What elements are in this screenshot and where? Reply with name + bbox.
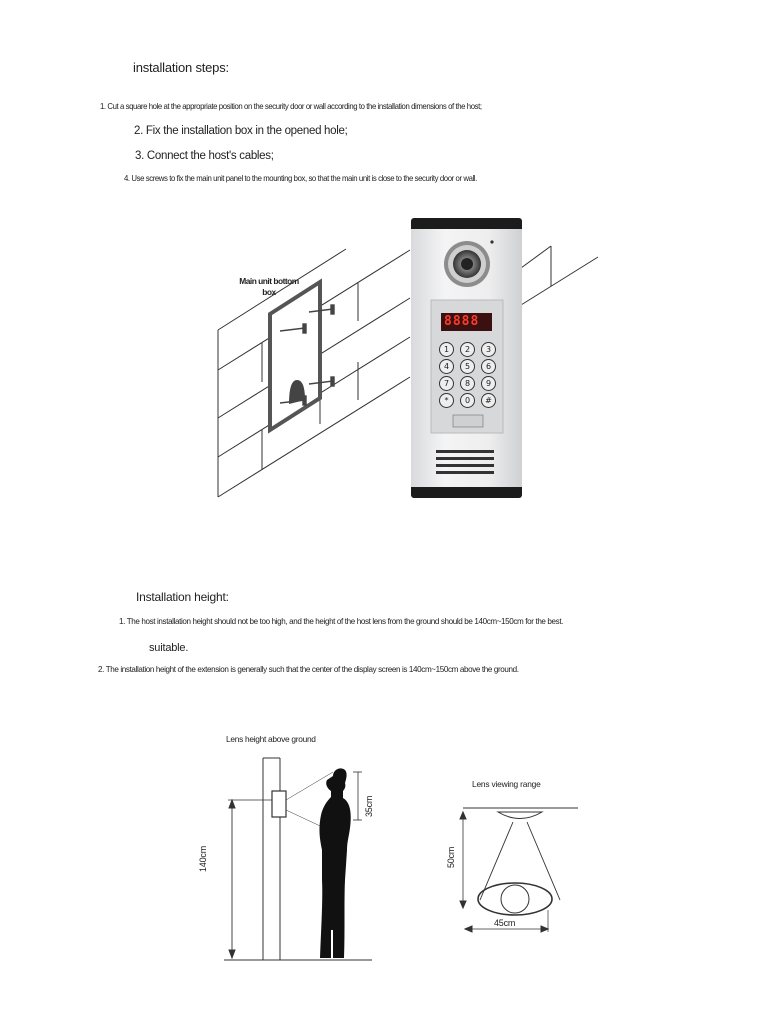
unit-keypad (439, 342, 495, 408)
range-diagram (460, 808, 578, 932)
unit-display: 8888 (444, 314, 480, 329)
keypad-key: # (481, 393, 496, 408)
range-50cm-label: 50cm (446, 846, 456, 868)
keypad-key: 2 (460, 342, 475, 357)
installation-height-heading: Installation height: (136, 590, 229, 604)
keypad-key: 3 (481, 342, 496, 357)
keypad-key: * (439, 393, 454, 408)
height-diagram (224, 758, 372, 960)
range-45cm-label: 45cm (494, 918, 516, 928)
person-silhouette (319, 768, 350, 958)
lens-range-title: Lens viewing range (472, 779, 541, 789)
keypad-key: 8 (460, 376, 475, 391)
step-3-text: 3. Connect the host's cables; (135, 150, 274, 162)
mounting-box-label: Main unit bottom box (239, 276, 299, 297)
keypad-key: 5 (460, 359, 475, 374)
step-4-text: 4. Use screws to fix the main unit panel to the mounting box, so that the main unit is close to the security door or wall. (124, 173, 477, 183)
keypad-key: 0 (460, 393, 475, 408)
keypad-key: 9 (481, 376, 496, 391)
keypad-key: 7 (439, 376, 454, 391)
height-note-2: 2. The installation height of the extension is generally such that the center of the display screen is 140cm~150cm above the ground. (98, 664, 519, 674)
mounting-box (270, 282, 320, 430)
keypad-key: 6 (481, 359, 496, 374)
height-note-1-continued: suitable. (149, 642, 189, 654)
step-1-text: 1. Cut a square hole at the appropriate position on the security door or wall according to the installation dimensions of the host; (100, 101, 482, 111)
height-140cm-label: 140cm (198, 845, 208, 872)
height-note-1: 1. The host installation height should not be too high, and the height of the host lens from the ground should be 140cm~150cm for the best. (119, 616, 564, 626)
keypad-key: 1 (439, 342, 454, 357)
installation-steps-heading: installation steps: (133, 60, 229, 75)
keypad-key: 4 (439, 359, 454, 374)
lens-height-title: Lens height above ground (226, 734, 316, 744)
step-2-text: 2. Fix the installation box in the opened hole; (134, 125, 348, 137)
height-35cm-label: 35cm (364, 795, 374, 817)
